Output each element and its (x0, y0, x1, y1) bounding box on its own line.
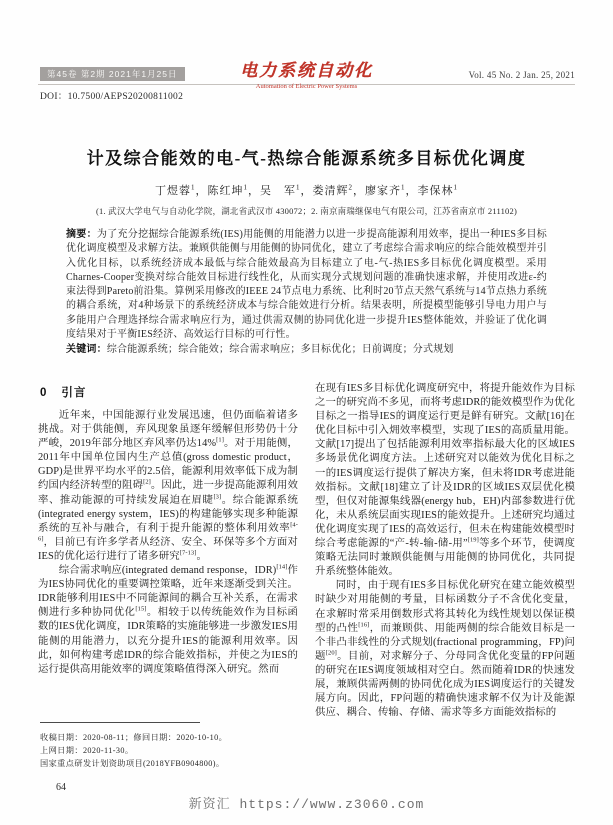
author-line: 丁煜蓉$^1$，陈红坤$^1$，吴 军$^1$，娄清辉$^2$，廖家齐$^1$，李保林$^1$ (155, 183, 458, 197)
journal-logo (240, 60, 373, 91)
issue-info-box: 第45卷 第2期 2021年1月25日 (40, 67, 185, 81)
doi-text: DOI：10.7500/AEPS20200811002 (40, 92, 184, 102)
body-paragraph: 综合需求响应(integrated demand response，IDR)[14]作为IES协同优化的重要调控策略，近年来逐渐受到关注。IDR能够利用IES中不同能源间的耦合互补关系，在需求侧进行多种协同优化[15]。相较于以传统能效作为目标函数的IES优化调度，IDR策略的实施能够进一步激发IES用能侧的用能潜力，以充分提升IES的能源利用效率。因此，如何构建考虑IDR的综合能效指标，并使之为IES的运行提供高用能效率的调度策略值得深入研究。然而 (38, 563, 298, 675)
section-title: 引言 (61, 387, 87, 399)
abstract-paragraph (66, 228, 547, 342)
journal-header (38, 61, 575, 108)
section-heading-introduction (40, 384, 298, 400)
footnote-divider (40, 722, 200, 723)
watermark-text: 新资汇 https://www.z3060.com (188, 797, 425, 812)
left-column (38, 382, 298, 720)
abstract-label: 摘要： (66, 229, 97, 240)
journal-title-chinese: 电力系统自动化 (240, 61, 373, 80)
body-paragraph: 近年来，中国能源行业发展迅速，但仍面临着诸多挑战。对于供能侧，弃风现象虽逐年缓解但形势仍十分严峻，2019年部分地区弃风率仍达14%[1]。对于用能侧，2011年中国单位国内生产总值(gross domestic product，GDP)是世界平均水平的2.5倍，能源利用效率低下成为制约国内经济转型的阻碍[2]。因此，进一步提高能源利用效率、推动能源的可持续发展迫在眉睫[3]。综合能源系统(integrated energy system，IES)的构建能够实现多种能源系统的互补与融合，有利于提升能源的整体利用效率[4-6]，目前已有许多学者从经济、安全、环保等多个方面对IES的优化运行进行了诸多研究[7-13]。 (38, 410, 299, 562)
body-columns (38, 382, 575, 720)
online-date-line: 上网日期：2020-11-30。 (40, 746, 134, 755)
right-column (315, 382, 575, 720)
keywords-text: 综合能源系统；综合能效；综合需求响应；多目标优化；日前调度；分式规划 (106, 344, 454, 356)
abstract-block (66, 228, 547, 358)
keywords-paragraph (66, 343, 547, 357)
keywords-label: 关键词： (66, 344, 107, 356)
funding-line: 国家重点研发计划资助项目(2018YFB0904800)。 (40, 759, 225, 768)
section-number: 0 (40, 387, 48, 399)
page-number: 64 (56, 782, 66, 793)
body-paragraph: 在现有IES多目标优化调度研究中，将提升能效作为目标之一的研究尚不多见，而将考虑IDR的能效模型作为优化目标之一指导IES的调度运行更是鲜有研究。文献[16]在优化目标中引入㶲效率模型，实现了IES的高质量用能。文献[17]提出了包括能源利用效率指标最大化的区域IES多场景优化调度方法。上述研究对以能效为优化目标之一的IES调度运行提供了解决方案，但未将IDR考虑进能效指标。文献[18]建立了计及IDR的区域IES双层优化模型，但仅对能源集线器(energy hub，EH)内部参数进行优化，未从系统层面实现IES的能效提升。上述研究均通过优化调度实现了IES的高效运行，但未在构建能效模型时综合考虑能源的“产-转-输-储-用”[19]等多个环节，使调度策略无法同时兼顾供能侧与用能侧的协同优化，共同提升系统整体能效。 (315, 383, 575, 578)
received-date-line: 收稿日期：2020-08-11；修回日期：2020-10-10。 (40, 733, 228, 742)
volume-info: Vol. 45 No. 2 Jan. 25, 2021 (468, 70, 575, 80)
affiliation-line: (1. 武汉大学电气与自动化学院，湖北省武汉市 430072；2. 南京南瑞继保电气有限公司，江苏省南京市 211102) (96, 206, 517, 216)
front-matter (38, 144, 575, 217)
paper-title: 计及综合能效的电-气-热综合能源系统多目标优化调度 (86, 149, 527, 168)
journal-title-english: Automation of Electric Power Systems (255, 83, 358, 90)
abstract-text: 为了充分挖掘综合能源系统(IES)用能侧的用能潜力以进一步提高能源利用效率，提出一种IES多目标优化调度模型及求解方法。兼顾供能侧与用能侧的协同优化，建立了考虑综合需求响应的综合能效模型并引入优化目标，以系统经济成本最低与综合能效最高为目标建立了电-气-热IES多目标优化调度模型。采用Charnes-Cooper变换对综合能效目标进行线性化，从而实现分式规划问题的准确快速求解，并使用改进ε-约束法得到Pareto前沿集。算例采用修改的IEEE 24节点电力系统、比利时20节点天然气系统与14节点热力系统的耦合系统，对4种场景下的系统经济成本与综合能效进行分析。结果表明，所提模型能够引导电力用户与多能用户合理选择综合需求响应行为，通过供需双侧的协同优化进一步提升IES整体能效，并验证了优化调度结果对于平衡IES经济、高效运行目标的可行性。 (66, 229, 547, 341)
body-paragraph: 同时，由于现有IES多目标优化研究在建立能效模型时缺少对用能侧的考量，目标函数分子不含优化变量，在求解时常采用倒数形式将其转化为线性规划以保证模型的凸性[16]，而兼顾供、用能两侧的综合能效目标是一个非凸非线性的分式规划(fractional programming，FP)问题[20]。目前，对求解分子、分母同含优化变量的FP问题的研究在IES调度领域相对空白。然而随着IDR的快速发展，兼顾供需两侧的协同优化成为IES调度运行的关键发展方向。因此，FP问题的精确快速求解不仅为计及能源供应、耦合、传输、存储、需求等多方面能效指标的 (315, 580, 575, 719)
footnote-block (40, 722, 304, 770)
